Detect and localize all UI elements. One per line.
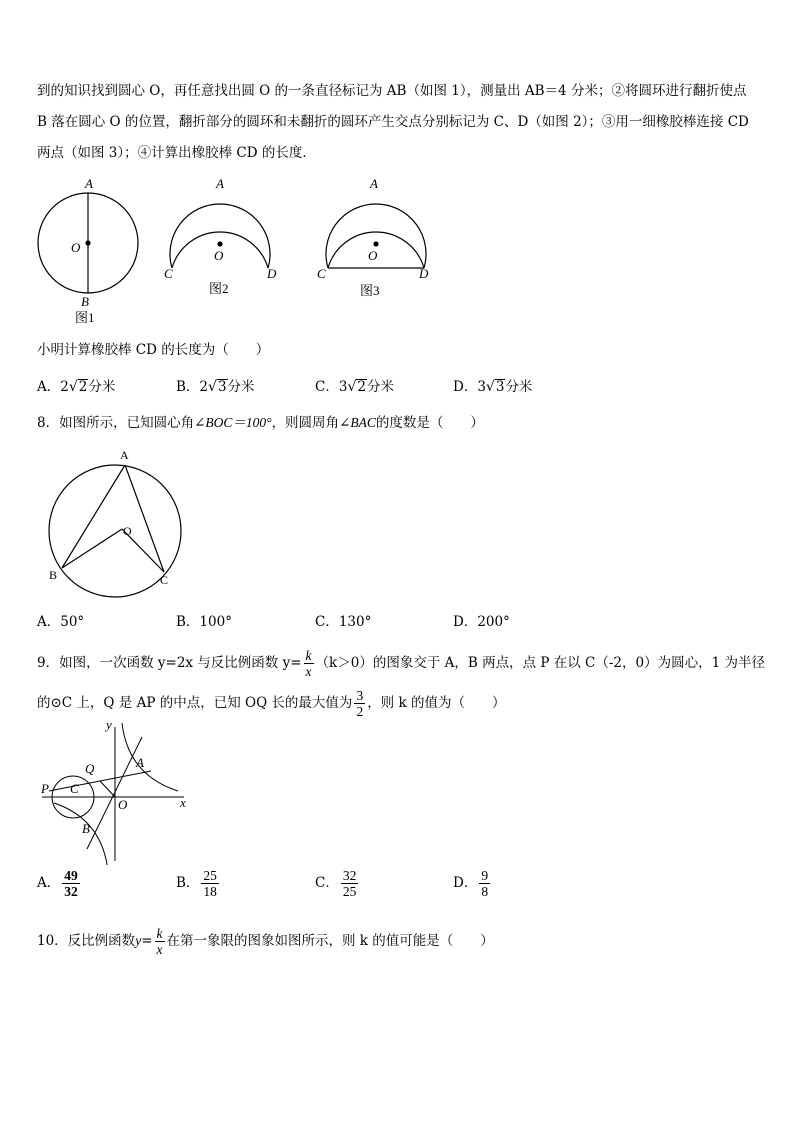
q8-figure [40, 445, 200, 600]
q9-label-o: O [118, 797, 128, 812]
fig1-label-o: O [71, 240, 81, 255]
q9-option-b[interactable]: B． $\frac{25}{18}$ [176, 868, 217, 899]
q8-label-a: A [120, 448, 129, 462]
q9-option-a[interactable]: A． $\frac{49}{32}$ [37, 868, 78, 899]
q7-option-b[interactable]: B．2√3分米 [176, 379, 255, 395]
q7-option-a[interactable]: A．2√2分米 [37, 379, 116, 395]
fig2-label-a: A [216, 176, 224, 191]
q9-option-c[interactable]: C． $\frac{32}{25}$ [315, 868, 357, 899]
q9-label-q: Q [85, 761, 95, 776]
figure-3 [317, 176, 429, 298]
q10-question: 10．反比例函数y= $\frac{k}{x}$ 在第一象限的图象如图所示，则 k 的值可能是（ ） [37, 926, 494, 957]
fig2-label-c: C [164, 266, 173, 281]
q8-label-b: B [49, 568, 58, 582]
q9-label-c: C [70, 781, 79, 796]
figure-2 [164, 176, 277, 296]
q9-label-y: y [106, 717, 112, 732]
intro-line-1: 到的知识找到圆心 O，再任意找出圆 O 的一条直径标记为 AB（如图 1），测量出 AB＝4 分米；②将圆环进行翻折使点 [37, 83, 747, 99]
q8-option-b[interactable]: B．100° [176, 614, 232, 630]
fig1-label-a: A [85, 176, 93, 191]
q9-label-x: x [180, 795, 186, 810]
fig3-label-o: O [368, 248, 378, 263]
fig2-label-d: D [267, 266, 277, 281]
q8-question: 8．如图所示，已知圆心角∠BOC＝100°，则圆周角∠BAC的度数是（ ） [37, 415, 484, 431]
intro-line-2: B 落在圆心 O 的位置，翻折部分的圆环和未翻折的圆环产生交点分别标记为 C、D（如图 2）；③用一细橡胶棒连接 CD [37, 114, 749, 130]
q8-option-c[interactable]: C．130° [315, 614, 372, 630]
q7-question: 小明计算橡胶棒 CD 的长度为（ ） [37, 342, 270, 358]
fig3-label-a: A [370, 176, 378, 191]
figures-1-3 [30, 172, 450, 327]
q9-label-b: B [82, 821, 90, 836]
q8-label-o: O [123, 524, 132, 538]
q9-question-line-1: 9．如图，一次函数 y=2x 与反比例函数 y= $\frac{k}{x}$ （k＞0）的图象交于 A，B 两点，点 P 在以 C（-2，0）为圆心，1 为半径 [37, 648, 765, 679]
intro-line-3: 两点（如图 3）；④计算出橡胶棒 CD 的长度． [37, 145, 316, 161]
fig3-label-c: C [317, 266, 326, 281]
fig3-caption: 图3 [360, 283, 380, 298]
fig2-label-o: O [214, 248, 224, 263]
fig1-caption: 图1 [75, 310, 95, 325]
q8-label-c: C [160, 573, 169, 587]
q9-label-a: A [136, 755, 144, 770]
fig3-label-d: D [419, 266, 429, 281]
fig1-label-b: B [81, 294, 89, 309]
q9-question-line-2: 的⊙C 上，Q 是 AP 的中点，已知 OQ 长的最大值为 $\frac{3}{2}$ ，则 k 的值为（ ） [37, 688, 506, 719]
q9-option-d[interactable]: D． $\frac{9}{8}$ [453, 868, 489, 899]
q7-option-d[interactable]: D．3√3分米 [453, 379, 533, 395]
q8-option-d[interactable]: D．200° [453, 614, 510, 630]
q9-label-p: P [41, 781, 49, 796]
q7-option-c[interactable]: C．3√2分米 [315, 379, 394, 395]
figure-1 [38, 176, 138, 325]
q8-option-a[interactable]: A．50° [37, 614, 85, 630]
fig2-caption: 图2 [209, 281, 229, 296]
q9-figure [38, 715, 198, 865]
